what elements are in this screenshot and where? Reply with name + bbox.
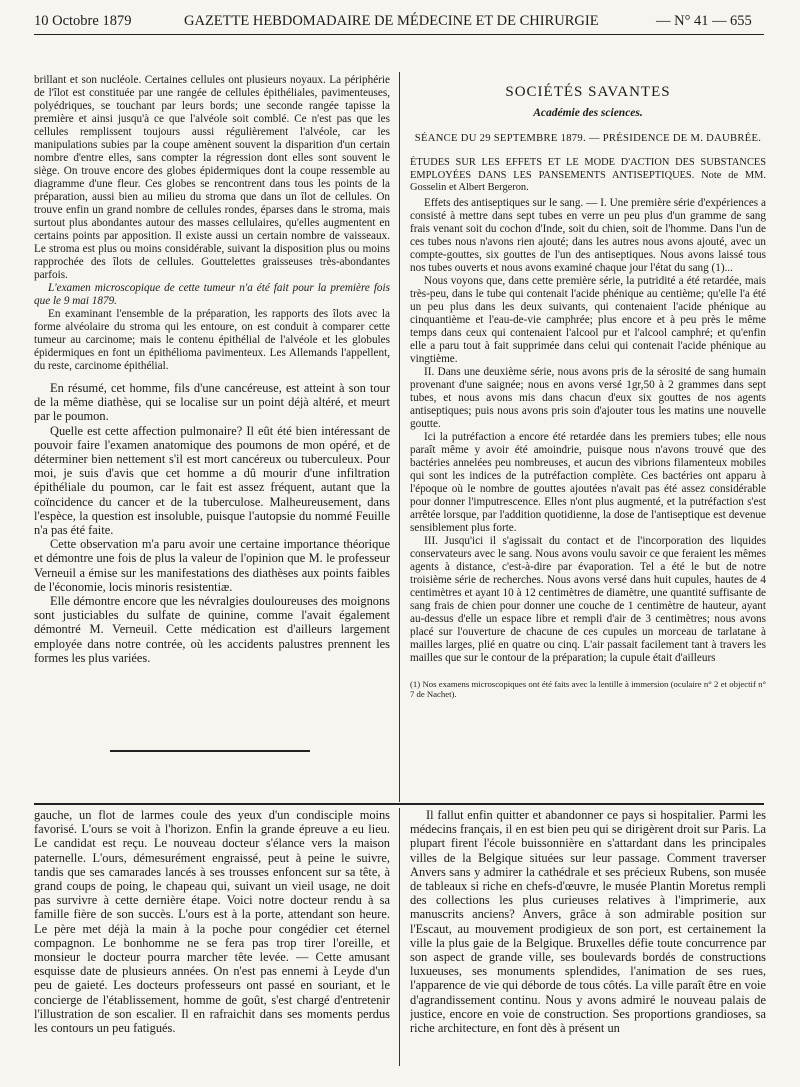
bottom-right-column [410, 808, 766, 1070]
left-big-paragraph-2: Quelle est cette affection pulmonaire? Il eût été bien intéressant de pouvoir faire l'examen anatomique des poumons de mon opéré, et de déterminer bien nettement s'il est mort cancéreux ou tuberculeux. Pour moi, je suis d'avis que cet homme a dû mourir d'une infiltration épithéliale du poumon, car le fait est assez fréquent, autant que la coïncidence du cancer et de la tuberculose. Malheureusement, dans l'espèce, la question est insoluble, puisque l'autopsie du nommé Feuille n'a pas été faite. [34, 423, 390, 538]
column-divider-bottom [399, 808, 400, 1066]
left-paragraph-1: brillant et son nucléole. Certaines cellules ont plusieurs noyaux. La périphérie de l'îlot est constituée par une rangée de cellules épithéliales, pavimenteuses, polyédriques, se touchant par leurs bords; une seconde rangée tapisse la première et ainsi jusqu'à ce que l'alvéole soit comblé. Ce n'est pas que les cellules remplissent toujours aussi régulièrement l'alvéole, car les manipulations subies par la coupe amènent souvent la disparition d'un certain nombre d'entre elles, sans compter la régression dont elles sont souvent le siège. On trouve encore des globes épidermiques dont la coupe ressemble au diagramme d'une fleur. Ces globes se rencontrent dans tous les points de la préparation, aussi bien au milieu du stroma que dans un îlot de cellules. On trouve enfin un grand nombre de cellules rondes, éparses dans le stroma, mais surtout plus abondantes autour des masses cellulaires, qu'elles augmentent en certains points par apposition. Il existe aussi un certain nombre de vaisseaux. Le stroma est plus ou moins considérable, suivant la disposition plus ou moins rapprochée des îlots de cellules. Gouttelettes graisseuses très-abondantes parfois. [34, 74, 390, 281]
right-paragraph-2: Nous voyons que, dans cette première série, la putridité a été retardée, mais très-peu, dans le tube qui contenait l'acide phénique au centième; qu'elle l'a été un peu plus dans les deux suivants, qui contenaient l'acide phénique au cinquantième et l'eau-de-vie camphrée; plus encore et à peu près le même temps dans ceux qui contenaient l'alcool pur et l'alcool camphré; et qu'enfin elle a paru tout à fait supprimée dans celui qui contenait l'acide phénique au vingtième. [410, 274, 766, 365]
end-ornament-rule [110, 750, 310, 752]
header-journal-title: GAZETTE HEBDOMADAIRE DE MÉDECINE ET DE CHIRURGIE [184, 13, 599, 29]
section-title: SOCIÉTÉS SAVANTES [505, 84, 671, 100]
seance-line: SÉANCE DU 29 SEPTEMBRE 1879. — PRÉSIDENCE DE M. DAUBRÉE. [414, 133, 762, 144]
left-big-paragraph-1: En résumé, cet homme, fils d'une cancéreuse, est atteint à son tour de la même diathèse, qui se localise sur un point déjà altéré, et meurt par le poumon. [34, 381, 390, 424]
header-page-number: 655 [730, 13, 752, 29]
right-column [410, 74, 766, 809]
right-paragraph-4: Ici la putréfaction a encore été retardée dans les premiers tubes; elle nous paraît même y avoir été amoindrie, puisque nous n'avons trouvé que des bactéries annelées peu nombreuses, et aucun des vibrions filamenteux mobiles qui sont les indices de la putréfaction complète. Ces bactéries ont apparu à l'époque où le nombre de gouttes ajoutées n'avait pas été assez considérable pour donner l'imputrescence. Elles n'ont plus augmenté, et la putréfaction s'est arrêtée lorsque, par l'addition quotidienne, la dose de l'antiseptique est devenue sensiblement plus forte. [410, 430, 766, 534]
bottom-left-column [34, 808, 390, 1070]
left-big-paragraph-3: Cette observation m'a paru avoir une certaine importance théorique et démontre une fois de plus la valeur de l'opinion que M. le professeur Verneuil a émise sur les manifestations des diathèses aux points faibles de l'économie, locis minoris resistentiæ. [34, 537, 390, 594]
bottom-left-text: gauche, un flot de larmes coule des yeux d'un condisciple moins favorisé. L'ours se voit à l'horizon. Enfin la grande épreuve a eu lieu. Le candidat est reçu. Le nouveau docteur s'élance vers la maison paternelle. L'ours, démesurément engraissé, peut à peine le suivre, tandis que ses camarades lancés à ses trousses enfoncent sur sa tête, à grand coups de poing, le chapeau qui, suivant un vieil usage, ne doit pas survivre à cette dernière étape. Voici notre docteur rendu à sa famille fière de son succès. L'ours est à la porte, attendant son heure. Le père met déjà la main à la poche pour congédier cet éternel compagnon. Le bonhomme ne se fera pas trop tirer l'oreille, et monsieur le docteur pourra marcher tête levée. — Cette amusant esquisse date de plusieurs années. On n'est pas ennemi à Leyde d'un peu de gaieté. Les docteurs professeurs ont passé en souriant, et le concierge de l'établissement, homme de goût, s'est chargé d'entretenir l'illustration de son escalier. Il en rafraichit dans ses moments perdus les contours un peu fatigués. [34, 808, 390, 1036]
bottom-right-text: Il fallut enfin quitter et abandonner ce pays si hospitalier. Parmi les médecins français, il en est bien peu qui se dirigèrent droit sur Paris. La plupart firent l'école buissonnière en s'attardant dans les principales villes de la Belgique situées sur leur passage. Comment traverser Anvers sans y admirer la cathédrale et ses précieux Rubens, son musée de tableaux si riche en chefs-d'œuvre, le musée Plantin Moretus rempli des collections les plus curieuses relatives à l'imprimerie, aux manuscrits anciens? Anvers, grâce à son admirable position sur l'Escaut, au mouvement prodigieux de son port, est certainement la ville la plus gaie de la Belgique. Bruxelles défie toute concurrence par son aspect de grande ville, ses boulevards bordés de constructions luxueuses, ses monuments splendides, l'animation de ses rues, l'apparence de vie qui déborde de tous côtés. La ville paraît être en voie d'agrandissement continu. Nous y avons admiré le nouveau palais de justice, encore en voie de construction. Ses proportions grandioses, sa riche architecture, en font dès à présent un [410, 808, 766, 1036]
left-paragraph-3: En examinant l'ensemble de la préparation, les rapports des îlots avec la forme alvéolaire du stroma qui les entoure, on est conduit à comparer cette tumeur au carcinome; mais le contenu épithélial de l'alvéole et les globules épidermiques en font un épithélioma pavimenteux. Les Allemands l'appellent, du reste, carcinome épithélial. [34, 308, 390, 372]
running-header [34, 8, 764, 35]
note-title: ÉTUDES SUR LES EFFETS ET LE MODE D'ACTION DES SUBSTANCES EMPLOYÉES DANS LES PANSEMENTS ANTISEPTIQUES. Note de MM. Gosselin et Albert Bergeron. [410, 157, 766, 194]
column-divider-top [399, 72, 400, 802]
left-column [34, 74, 390, 714]
header-date: 10 Octobre 1879 [34, 13, 132, 29]
left-paragraph-2: L'examen microscopique de cette tumeur n'a été fait pour la première fois que le 9 mai 1879. [34, 282, 390, 307]
right-paragraph-1: Effets des antiseptiques sur le sang. — I. Une première série d'expériences a consisté à mettre dans sept tubes en verre un peu plus d'un gramme de sang frais venant soit du cochon d'Inde, soit du chien, soit de l'homme. Dans l'un de ces tubes nous n'avons rien ajouté; dans les autres nous avons ajouté, avec un compte-gouttes, six gouttes de l'un des antiseptiques. Nous avons laissé tous nos tubes ouverts et nous avons examiné chaque jour l'état du sang (1)... [410, 196, 766, 274]
right-paragraph-3: II. Dans une deuxième série, nous avons pris de la sérosité de sang humain provenant d'une saignée; nous en avons versé 1gr,50 à 2 grammes dans sept tubes, et nous avons mis dans chacun d'eux six gouttes de nos agents antiseptiques; puis nous avons pris soin d'ajouter tous les matins une nouvelle goutte. [410, 365, 766, 430]
section-separator [34, 803, 764, 805]
header-issue-number: — N° 41 — [656, 13, 727, 29]
academy-heading: Académie des sciences. [533, 107, 643, 119]
right-paragraph-5: III. Jusqu'ici il s'agissait du contact et de l'incorporation des liquides conservateurs avec le sang. Nous avons voulu savoir ce que feraient les mêmes agents à distance, c'est-à-dire par évaporation. Tel a été le but de notre troisième série de recherches. Nous avons versé dans huit cupules, hautes de 4 centimètres et ayant 10 à 12 centimètres de diamètre, une quantité suffisante de sang frais de chien pour donner une couche de 1 centimètre de hauteur, ayant au-dessus d'elle un espace libre et rempli d'air de 3 centimètres; nous avons placé sur l'ouverture de chacune de ces cupules un morceau de tarlatane à mailles larges, plié en quatre ou cinq. L'air passait facilement tant à travers les mailles que sur le contour de la préparation; la cupule était d'ailleurs [410, 534, 766, 664]
footnote: (1) Nos examens microscopiques ont été faits avec la lentille à immersion (oculaire n° 2 et objectif n° 7 de Nachet). [410, 678, 766, 700]
left-big-paragraph-4: Elle démontre encore que les névralgies douloureuses des moignons sont justiciables du sulfate de quinine, comme l'avait également démontré M. Verneuil. Cette médication est d'ailleurs largement employée dans notre contrée, où les accidents palustres prennent les formes les plus variées. [34, 594, 390, 665]
